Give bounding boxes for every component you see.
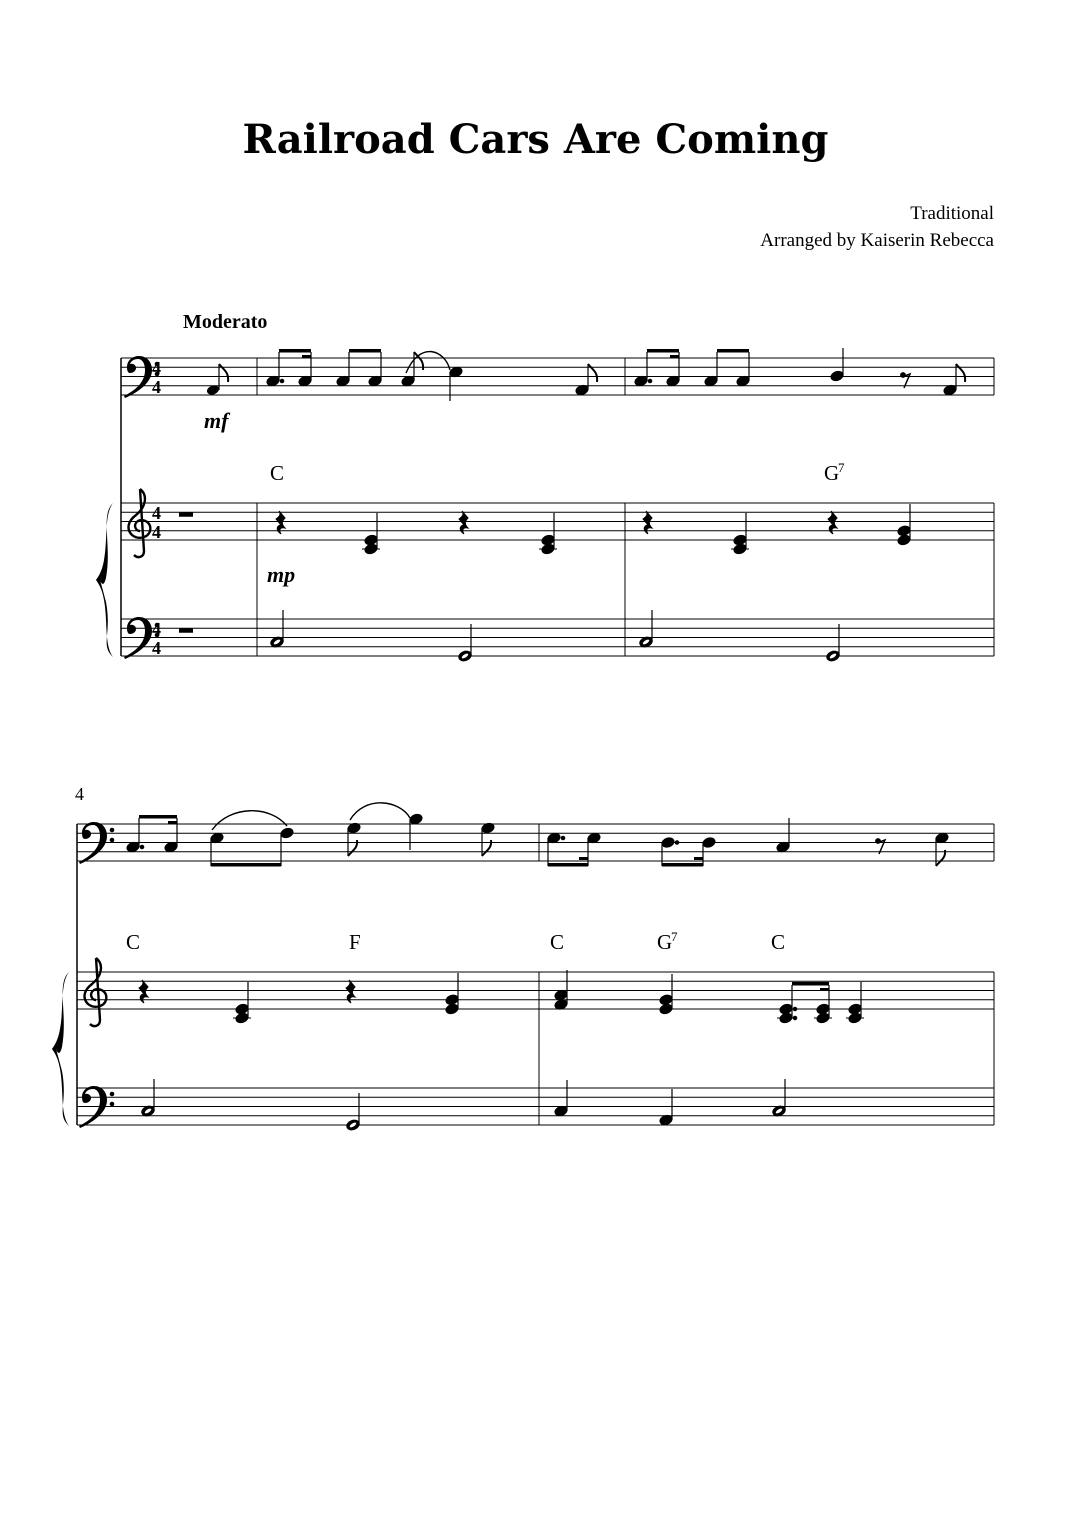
piano-treble-staff-2	[77, 972, 994, 1009]
piano-bass-staff-2	[77, 1088, 994, 1125]
chord-symbol: G	[824, 461, 840, 485]
melody-notes-m2	[266, 349, 597, 401]
melody-notes-m4	[126, 803, 496, 867]
piano-bass-m3	[638, 610, 840, 663]
piano-brace	[52, 972, 69, 1126]
piano-treble-m3	[643, 504, 911, 555]
piano-treble-staff-1	[121, 503, 994, 540]
measure-number: 4	[75, 784, 84, 804]
piano-brace	[96, 503, 113, 657]
time-sig-top: 4	[152, 619, 161, 639]
treble-clef	[129, 489, 151, 557]
melody-staff-1	[121, 358, 994, 395]
chord-superscript: 7	[838, 460, 845, 475]
time-sig-bottom: 4	[152, 638, 161, 658]
time-sig-top: 4	[152, 358, 161, 378]
chord-symbol: C	[126, 930, 141, 954]
treble-clef	[85, 958, 107, 1026]
chord-superscript: 7	[671, 929, 678, 944]
time-sig-bottom: 4	[152, 377, 161, 397]
chord-symbol: F	[349, 930, 361, 954]
piano-bass-m2	[269, 610, 472, 663]
piano-bass-staff-1	[121, 619, 994, 656]
arranger: Arranged by Kaiserin Rebecca	[760, 230, 994, 251]
chord-symbol: C	[270, 461, 285, 485]
tempo-marking: Moderato	[183, 311, 268, 333]
piano-bass-m4	[140, 1079, 360, 1132]
time-sig-bottom: 4	[152, 522, 161, 542]
time-sig-top: 4	[152, 503, 161, 523]
system-1	[96, 348, 994, 663]
piano-bass-m5	[554, 1079, 787, 1126]
whole-rest	[179, 628, 193, 633]
chord-symbol: C	[771, 930, 786, 954]
composer: Traditional	[910, 203, 994, 224]
melody-notes-m1	[206, 364, 228, 396]
chord-symbol: C	[550, 930, 565, 954]
page-title: Railroad Cars Are Coming	[242, 116, 829, 163]
whole-rest	[179, 512, 193, 517]
dynamic-mf: mf	[204, 408, 229, 433]
system-2	[52, 784, 994, 1132]
chord-symbol: G	[657, 930, 673, 954]
melody-notes-m3	[634, 348, 965, 396]
piano-treble-m4	[139, 973, 459, 1024]
piano-treble-m2	[276, 511, 557, 555]
dynamic-mp: mp	[267, 562, 296, 587]
piano-treble-m5	[554, 970, 864, 1024]
